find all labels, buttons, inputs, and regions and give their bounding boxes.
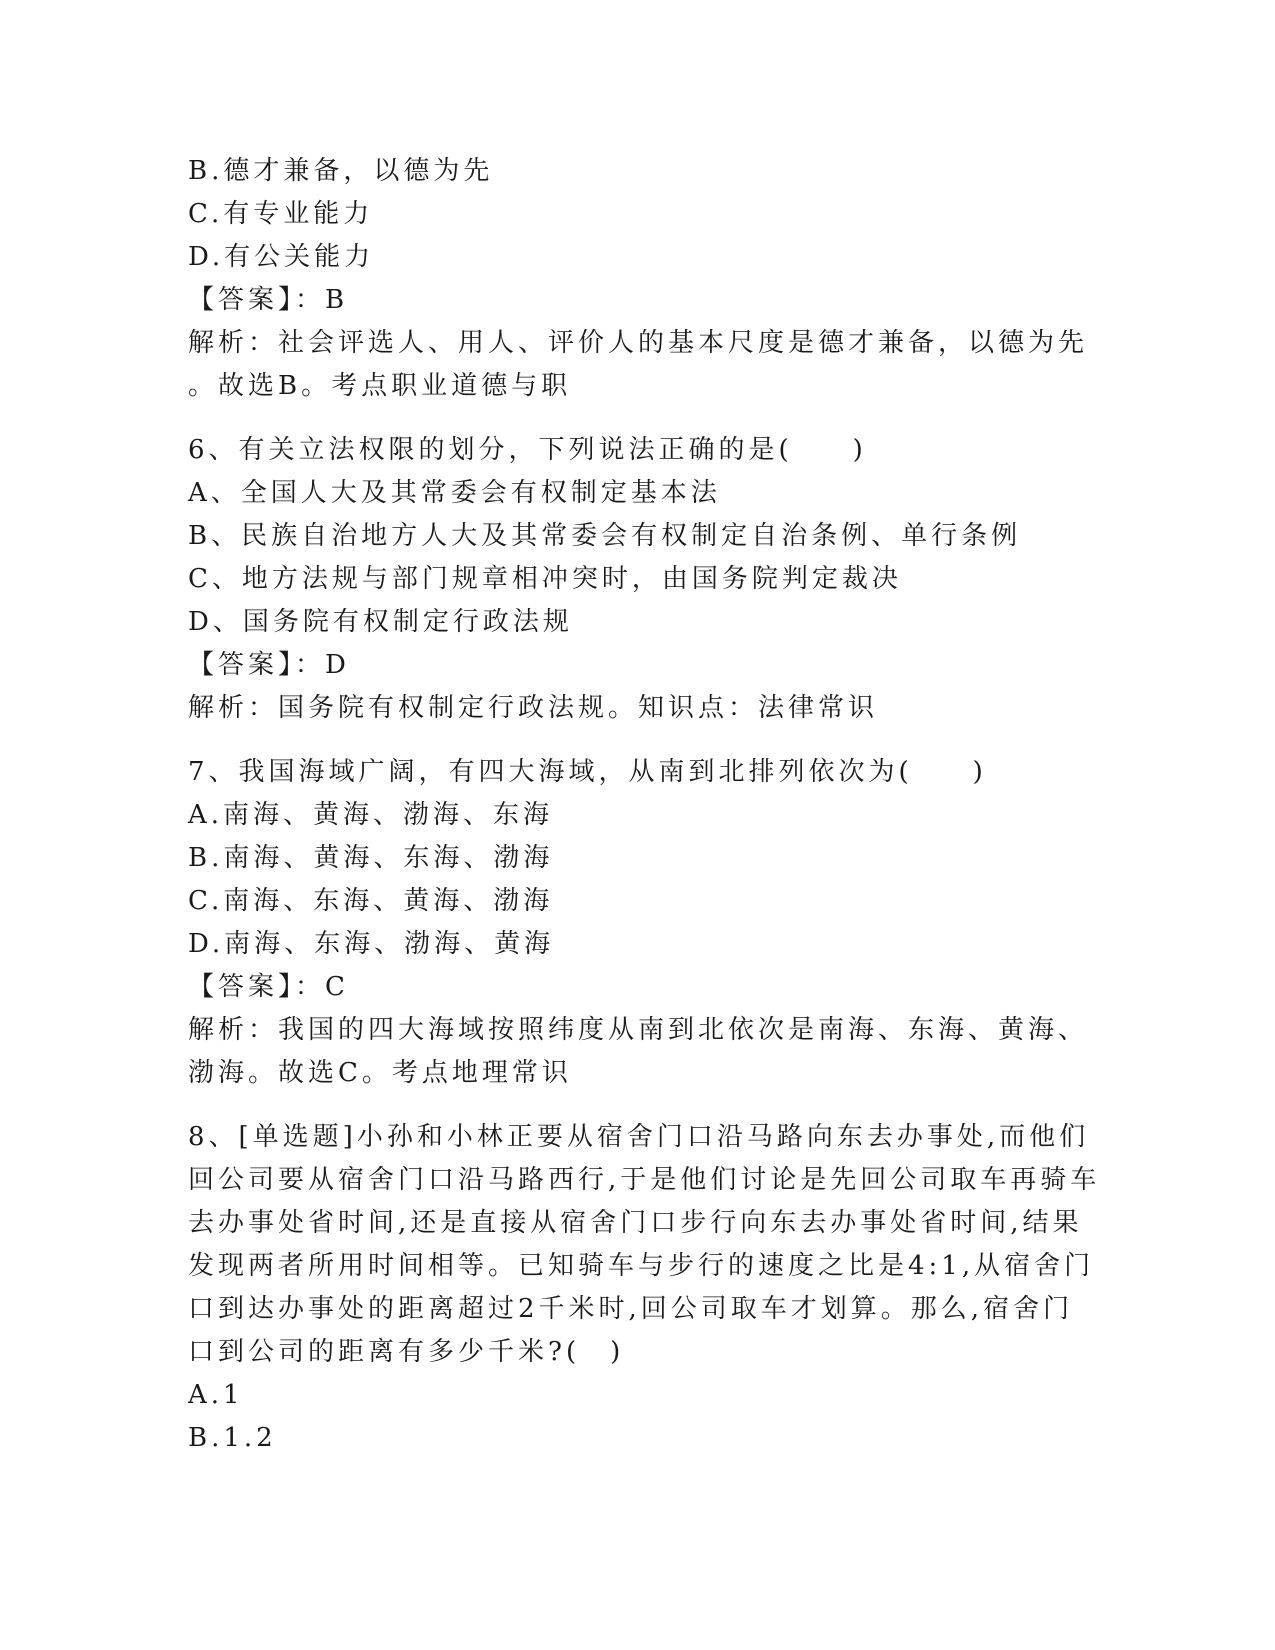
q5-option-d: D.有公关能力 — [188, 242, 375, 272]
question-7 — [188, 751, 1088, 1095]
q8-question-line: 去办事处省时间,还是直接从宿舍门口步行向东去办事处省时间,结果 — [188, 1208, 1083, 1238]
spacer — [188, 1095, 1088, 1116]
q6-option-a: A、全国人大及其常委会有权制定基本法 — [188, 478, 721, 508]
q6-answer: 【答案】：D — [188, 650, 350, 680]
q8-option-a: A.1 — [188, 1380, 244, 1410]
q7-option-c: C.南海、东海、黄海、渤海 — [188, 886, 554, 916]
question-5-tail — [188, 150, 1088, 408]
q7-option-b: B.南海、黄海、东海、渤海 — [188, 843, 554, 873]
q5-option-c: C.有专业能力 — [188, 199, 374, 229]
q7-answer: 【答案】：C — [188, 972, 349, 1002]
spacer — [188, 408, 1088, 429]
q5-option-b: B.德才兼备，以德为先 — [188, 156, 494, 186]
q8-question-line: 发现两者所用时间相等。已知骑车与步行的速度之比是4:1,从宿舍门 — [188, 1251, 1095, 1281]
q7-analysis-line: 解析：我国的四大海域按照纬度从南到北依次是南海、东海、黄海、 — [188, 1015, 1089, 1045]
question-6 — [188, 429, 1088, 730]
document-page — [188, 150, 1101, 1460]
q6-option-c: C、地方法规与部门规章相冲突时，由国务院判定裁决 — [188, 564, 902, 594]
q6-question: 6、有关立法权限的划分，下列说法正确的是( ) — [188, 435, 867, 465]
q8-option-b: B.1.2 — [188, 1423, 277, 1453]
q7-option-d: D.南海、东海、渤海、黄海 — [188, 929, 555, 959]
q8-question-line: 口到公司的距离有多少千米?( ) — [188, 1337, 625, 1367]
spacer — [188, 730, 1088, 751]
q7-analysis-line: 渤海。故选C。考点地理常识 — [188, 1058, 572, 1088]
q7-option-a: A.南海、黄海、渤海、东海 — [188, 800, 554, 830]
q6-option-d: D、国务院有权制定行政法规 — [188, 607, 573, 637]
q7-question: 7、我国海域广阔，有四大海域，从南到北排列依次为( ) — [188, 757, 987, 787]
q5-analysis-line: 。故选B。考点职业道德与职 — [188, 371, 572, 401]
q6-analysis: 解析：国务院有权制定行政法规。知识点：法律常识 — [188, 693, 879, 723]
q8-question-line: 回公司要从宿舍门口沿马路西行,于是他们讨论是先回公司取车再骑车 — [188, 1165, 1101, 1195]
q6-option-b: B、民族自治地方人大及其常委会有权制定自治条例、单行条例 — [188, 521, 1022, 551]
q8-question-line: 8、[单选题]小孙和小林正要从宿舍门口沿马路向东去办事处,而他们 — [188, 1122, 1090, 1152]
q8-question-line: 口到达办事处的距离超过2千米时,回公司取车才划算。那么,宿舍门 — [188, 1294, 1074, 1324]
question-8 — [188, 1116, 1101, 1460]
q5-answer: 【答案】：B — [188, 285, 349, 315]
q5-analysis-line: 解析：社会评选人、用人、评价人的基本尺度是德才兼备，以德为先 — [188, 328, 1089, 358]
